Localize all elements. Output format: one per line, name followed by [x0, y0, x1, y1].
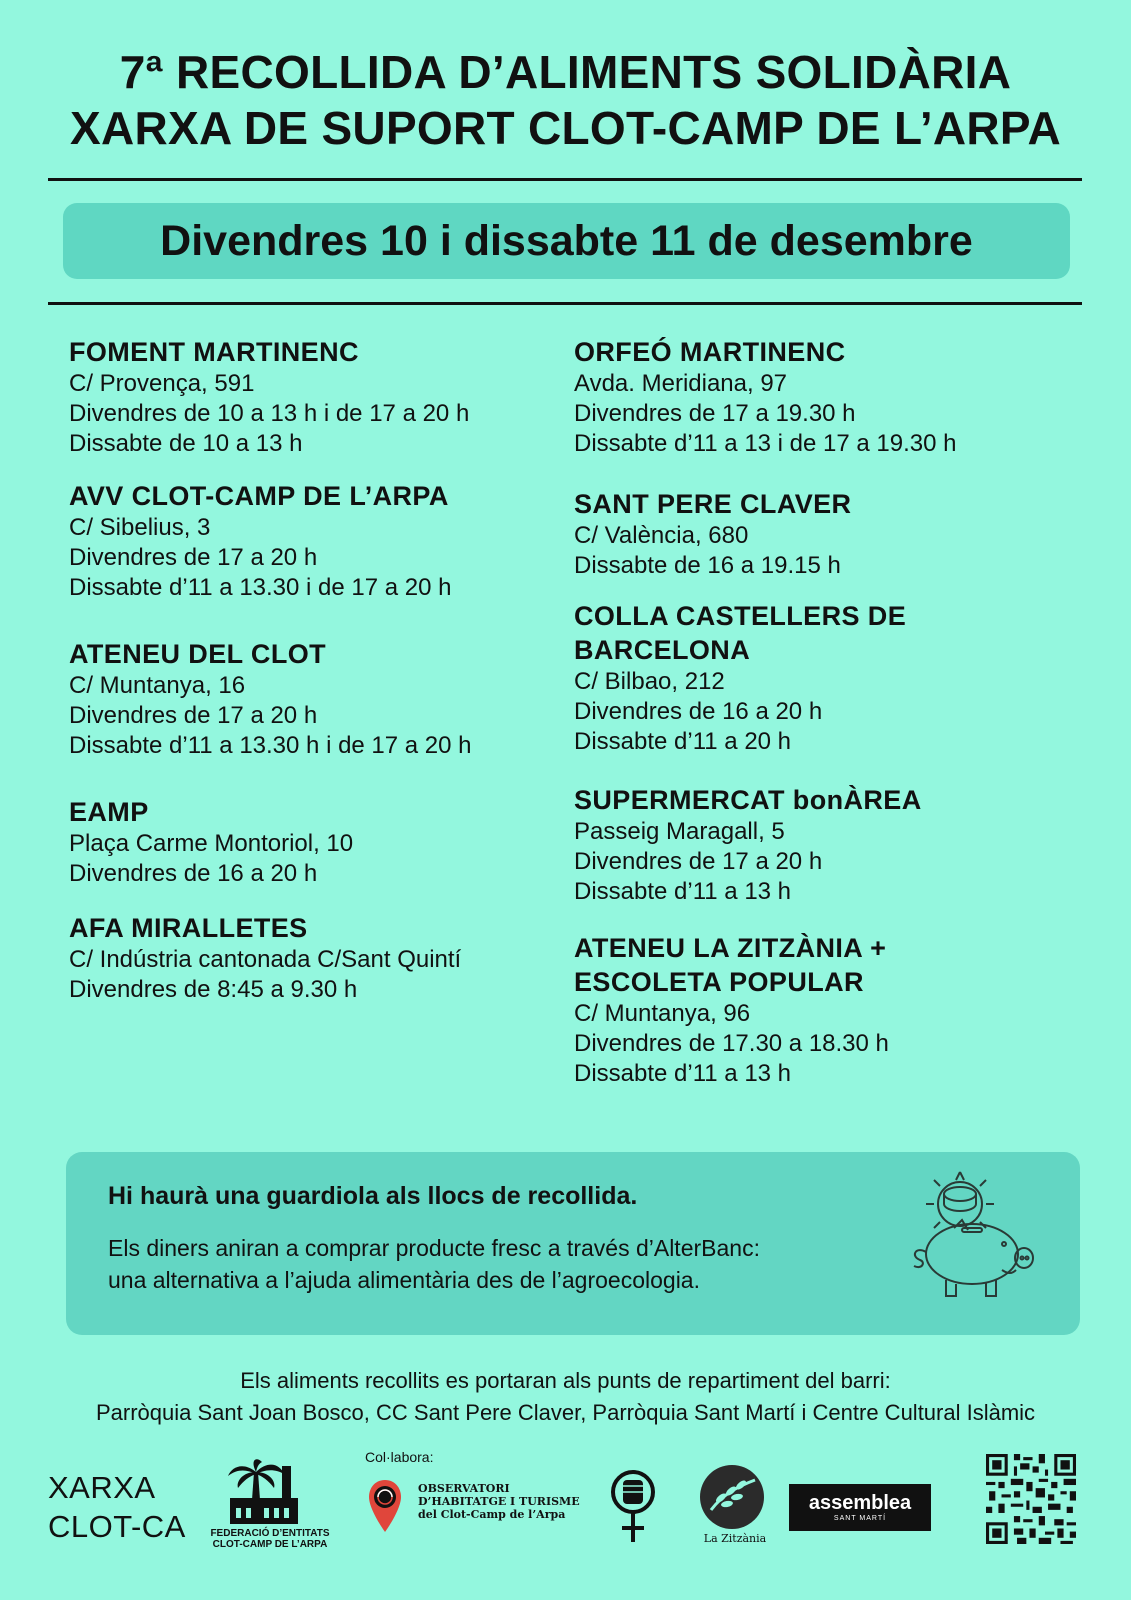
distribution-note-line: Parròquia Sant Joan Bosco, CC Sant Pere Claver, Parròquia Sant Martí i Centre Cultural Islàmic: [95, 1400, 1036, 1425]
title-line-1: 7ª RECOLLIDA D’ALIMENTS SOLIDÀRIA: [119, 46, 1012, 98]
poster-title: [0, 44, 1131, 156]
feminist-fist-icon: [608, 1462, 658, 1548]
venue-eamp: [69, 795, 549, 889]
venue-schedule: Divendres de 17 a 19.30 h: [574, 400, 856, 427]
venue-schedule: Divendres de 17.30 a 18.30 h: [574, 1030, 889, 1057]
info-text-line: una alternativa a l’ajuda alimentària des de l’agroecologia.: [108, 1267, 700, 1293]
venue-name: FOMENT MARTINENC: [69, 337, 359, 367]
xarxa-clot-ca-logo: [48, 1468, 186, 1546]
venue-name: ATENEU DEL CLOT: [69, 639, 327, 669]
xarxa-logo-line: XARXA: [48, 1470, 156, 1505]
observatori-label: [418, 1482, 598, 1521]
venue-address: Plaça Carme Montoriol, 10: [69, 830, 354, 857]
venue-address: C/ Indústria cantonada C/Sant Quintí: [69, 946, 462, 973]
info-headline: Hi haurà una guardiola als llocs de recollida.: [108, 1182, 638, 1210]
sponsor-logos: [0, 1440, 1131, 1600]
venue-schedule: Divendres de 17 a 20 h: [574, 848, 823, 875]
venue-address: C/ Bilbao, 212: [574, 668, 725, 695]
observatori-label-line: OBSERVATORI: [418, 1482, 510, 1495]
venue-address: Passeig Maragall, 5: [574, 818, 785, 845]
observatori-label-line: del Clot-Camp de l’Arpa: [418, 1508, 566, 1521]
venue-address: C/ València, 680: [574, 522, 749, 549]
collabora-label: Col·labora:: [365, 1449, 434, 1465]
venue-address: Avda. Meridiana, 97: [574, 370, 788, 397]
venue-foment-martinenc: [69, 335, 549, 459]
venue-schedule: Dissabte d’11 a 13 h: [574, 878, 792, 905]
venue-colla-castellers: [574, 599, 1074, 757]
venue-column-left: [69, 335, 549, 1005]
venue-supermercat-bonarea: [574, 783, 1074, 907]
federacio-label-line: CLOT-CAMP DE L’ARPA: [212, 1539, 328, 1550]
venue-schedule: Dissabte d’11 a 20 h: [574, 728, 792, 755]
venue-schedule: Dissabte d’11 a 13.30 i de 17 a 20 h: [69, 574, 452, 601]
venue-schedule: Divendres de 17 a 20 h: [69, 544, 318, 571]
venue-avv-clot-camp: [69, 479, 549, 603]
venue-name: ORFEÓ MARTINENC: [574, 337, 846, 367]
piggy-bank-icon: [896, 1166, 1056, 1316]
venue-ateneu-del-clot: [69, 637, 549, 761]
venue-schedule: Divendres de 16 a 20 h: [574, 698, 823, 725]
venue-afa-miralletes: [69, 911, 549, 1005]
venue-address: C/ Sibelius, 3: [69, 514, 211, 541]
venue-schedule: Dissabte de 16 a 19.15 h: [574, 552, 841, 579]
venue-schedule: Divendres de 17 a 20 h: [69, 702, 318, 729]
title-line-2: XARXA DE SUPORT CLOT-CAMP DE L’ARPA: [69, 102, 1062, 154]
info-text-line: Els diners aniran a comprar producte fresc a través d’AlterBanc:: [108, 1235, 760, 1261]
piggy-bank-info-box: [66, 1152, 1080, 1335]
venue-schedule: Dissabte de 10 a 13 h: [69, 430, 303, 457]
federacio-label: [205, 1528, 335, 1550]
map-pin-icon: [367, 1478, 403, 1534]
divider-top: [48, 178, 1082, 181]
venue-address: C/ Provença, 591: [69, 370, 255, 397]
xarxa-logo-line: CLOT-CA: [48, 1509, 186, 1544]
venue-schedule: Dissabte d’11 a 13 h: [574, 1060, 792, 1087]
venue-schedule: Divendres de 8:45 a 9.30 h: [69, 976, 358, 1003]
venue-name: SUPERMERCAT bonÀREA: [574, 785, 922, 815]
venue-schedule: Divendres de 16 a 20 h: [69, 860, 318, 887]
venue-name: AVV CLOT-CAMP DE L’ARPA: [69, 481, 449, 511]
venue-name: COLLA CASTELLERS DE BARCELONA: [574, 601, 907, 665]
venue-name: ATENEU LA ZITZÀNIA + ESCOLETA POPULAR: [574, 933, 887, 997]
assemblea-sub-label: SANT MARTÍ: [833, 1515, 887, 1522]
venue-orfeo-martinenc: [574, 335, 1074, 459]
venue-column-right: [574, 335, 1074, 1089]
assemblea-sant-marti-logo: [789, 1484, 931, 1531]
venue-schedule: Dissabte d’11 a 13 i de 17 a 19.30 h: [574, 430, 957, 457]
venue-schedule: Dissabte d’11 a 13.30 h i de 17 a 20 h: [69, 732, 472, 759]
venue-ateneu-zitzania: [574, 931, 1074, 1089]
federacio-label-line: FEDERACIÓ D’ENTITATS: [210, 1528, 330, 1539]
observatori-label-line: D’HABITATGE I TURISME: [418, 1495, 580, 1508]
date-banner: Divendres 10 i dissabte 11 de desembre: [63, 203, 1070, 279]
qr-code-icon[interactable]: [986, 1454, 1076, 1544]
venue-schedule: Divendres de 10 a 13 h i de 17 a 20 h: [69, 400, 470, 427]
venue-address: C/ Muntanya, 16: [69, 672, 246, 699]
zitzania-label: La Zitzània: [703, 1532, 767, 1545]
assemblea-label: assemblea: [808, 1492, 912, 1514]
venue-address: C/ Muntanya, 96: [574, 1000, 751, 1027]
info-text: [108, 1232, 878, 1296]
federacio-palm-factory-icon: [226, 1458, 306, 1528]
divider-bottom: [48, 302, 1082, 305]
venue-name: AFA MIRALLETES: [69, 913, 308, 943]
distribution-note: [0, 1365, 1131, 1429]
distribution-note-line: Els aliments recollits es portaran als punts de repartiment del barri:: [240, 1368, 891, 1393]
venue-sant-pere-claver: [574, 487, 1074, 581]
la-zitzania-logo-icon: [697, 1464, 767, 1530]
venue-name: EAMP: [69, 797, 149, 827]
venue-name: SANT PERE CLAVER: [574, 489, 852, 519]
